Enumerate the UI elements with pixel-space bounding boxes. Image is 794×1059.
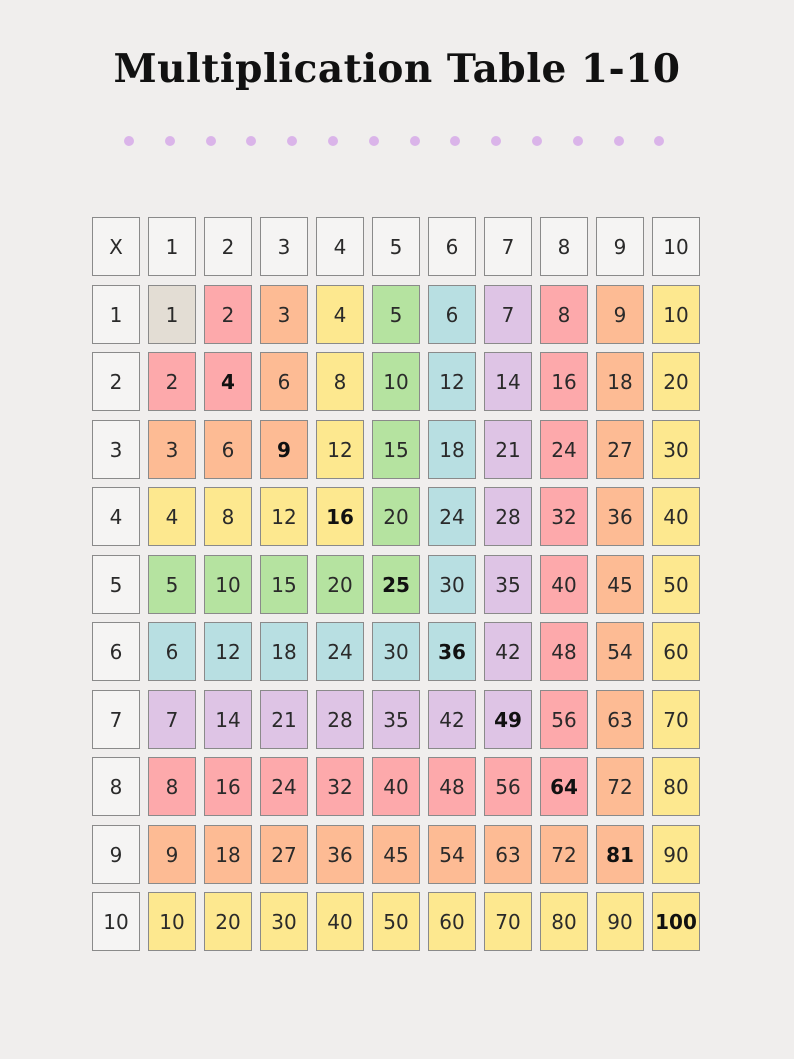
product-cell: 5 <box>372 285 420 344</box>
row-header: 1 <box>92 285 140 344</box>
row-header: 4 <box>92 487 140 546</box>
product-cell: 80 <box>540 892 588 951</box>
product-cell: 32 <box>316 757 364 816</box>
product-cell: 30 <box>260 892 308 951</box>
product-cell: 4 <box>148 487 196 546</box>
product-cell: 90 <box>596 892 644 951</box>
product-cell: 4 <box>316 285 364 344</box>
product-cell: 72 <box>596 757 644 816</box>
product-cell: 35 <box>484 555 532 614</box>
row-header: 6 <box>92 622 140 681</box>
product-cell: 90 <box>652 825 700 884</box>
product-cell: 21 <box>260 690 308 749</box>
product-cell: 18 <box>428 420 476 479</box>
column-header: 4 <box>316 217 364 276</box>
column-header: 2 <box>204 217 252 276</box>
product-cell: 27 <box>596 420 644 479</box>
product-cell: 18 <box>204 825 252 884</box>
column-header: 7 <box>484 217 532 276</box>
product-cell: 48 <box>428 757 476 816</box>
column-header: 5 <box>372 217 420 276</box>
column-header: 10 <box>652 217 700 276</box>
decorative-dot <box>246 136 256 146</box>
product-cell: 56 <box>540 690 588 749</box>
decorative-dot <box>287 136 297 146</box>
product-cell: 1 <box>148 285 196 344</box>
product-cell: 14 <box>204 690 252 749</box>
product-cell: 5 <box>148 555 196 614</box>
product-cell: 81 <box>596 825 644 884</box>
row-header: 8 <box>92 757 140 816</box>
product-cell: 12 <box>260 487 308 546</box>
product-cell: 28 <box>316 690 364 749</box>
product-cell: 40 <box>316 892 364 951</box>
product-cell: 8 <box>540 285 588 344</box>
product-cell: 70 <box>484 892 532 951</box>
product-cell: 20 <box>372 487 420 546</box>
row-header: 10 <box>92 892 140 951</box>
decorative-dot <box>165 136 175 146</box>
product-cell: 54 <box>596 622 644 681</box>
corner-cell: X <box>92 217 140 276</box>
column-header: 8 <box>540 217 588 276</box>
product-cell: 20 <box>204 892 252 951</box>
product-cell: 9 <box>596 285 644 344</box>
column-header: 3 <box>260 217 308 276</box>
product-cell: 12 <box>204 622 252 681</box>
product-cell: 40 <box>652 487 700 546</box>
product-cell: 42 <box>428 690 476 749</box>
row-header: 5 <box>92 555 140 614</box>
product-cell: 50 <box>652 555 700 614</box>
product-cell: 10 <box>148 892 196 951</box>
product-cell: 36 <box>428 622 476 681</box>
product-cell: 6 <box>148 622 196 681</box>
multiplication-grid <box>92 217 702 951</box>
product-cell: 36 <box>316 825 364 884</box>
product-cell: 10 <box>652 285 700 344</box>
product-cell: 42 <box>484 622 532 681</box>
decorative-dot <box>124 136 134 146</box>
product-cell: 16 <box>204 757 252 816</box>
decorative-dot <box>450 136 460 146</box>
product-cell: 80 <box>652 757 700 816</box>
product-cell: 9 <box>148 825 196 884</box>
product-cell: 8 <box>148 757 196 816</box>
product-cell: 48 <box>540 622 588 681</box>
product-cell: 15 <box>260 555 308 614</box>
product-cell: 70 <box>652 690 700 749</box>
product-cell: 3 <box>148 420 196 479</box>
product-cell: 14 <box>484 352 532 411</box>
product-cell: 4 <box>204 352 252 411</box>
product-cell: 3 <box>260 285 308 344</box>
page-title: Multiplication Table 1-10 <box>113 46 681 92</box>
product-cell: 50 <box>372 892 420 951</box>
dot-divider <box>0 136 794 146</box>
product-cell: 2 <box>204 285 252 344</box>
product-cell: 40 <box>540 555 588 614</box>
decorative-dot <box>328 136 338 146</box>
row-header: 9 <box>92 825 140 884</box>
product-cell: 15 <box>372 420 420 479</box>
product-cell: 45 <box>372 825 420 884</box>
product-cell: 7 <box>484 285 532 344</box>
product-cell: 63 <box>484 825 532 884</box>
product-cell: 7 <box>148 690 196 749</box>
product-cell: 6 <box>428 285 476 344</box>
decorative-dot <box>369 136 379 146</box>
product-cell: 32 <box>540 487 588 546</box>
product-cell: 40 <box>372 757 420 816</box>
product-cell: 30 <box>652 420 700 479</box>
row-header: 2 <box>92 352 140 411</box>
product-cell: 72 <box>540 825 588 884</box>
product-cell: 16 <box>540 352 588 411</box>
decorative-dot <box>532 136 542 146</box>
product-cell: 36 <box>596 487 644 546</box>
product-cell: 35 <box>372 690 420 749</box>
product-cell: 100 <box>652 892 700 951</box>
product-cell: 20 <box>316 555 364 614</box>
product-cell: 2 <box>148 352 196 411</box>
product-cell: 30 <box>372 622 420 681</box>
decorative-dot <box>573 136 583 146</box>
decorative-dot <box>491 136 501 146</box>
product-cell: 16 <box>316 487 364 546</box>
decorative-dot <box>206 136 216 146</box>
product-cell: 30 <box>428 555 476 614</box>
product-cell: 63 <box>596 690 644 749</box>
product-cell: 24 <box>316 622 364 681</box>
product-cell: 64 <box>540 757 588 816</box>
product-cell: 6 <box>204 420 252 479</box>
product-cell: 27 <box>260 825 308 884</box>
product-cell: 28 <box>484 487 532 546</box>
product-cell: 24 <box>260 757 308 816</box>
product-cell: 25 <box>372 555 420 614</box>
row-header: 3 <box>92 420 140 479</box>
product-cell: 60 <box>428 892 476 951</box>
column-header: 9 <box>596 217 644 276</box>
product-cell: 45 <box>596 555 644 614</box>
column-header: 1 <box>148 217 196 276</box>
decorative-dot <box>410 136 420 146</box>
product-cell: 12 <box>428 352 476 411</box>
product-cell: 12 <box>316 420 364 479</box>
product-cell: 18 <box>260 622 308 681</box>
product-cell: 10 <box>204 555 252 614</box>
product-cell: 60 <box>652 622 700 681</box>
column-header: 6 <box>428 217 476 276</box>
decorative-dot <box>614 136 624 146</box>
product-cell: 18 <box>596 352 644 411</box>
product-cell: 56 <box>484 757 532 816</box>
product-cell: 21 <box>484 420 532 479</box>
row-header: 7 <box>92 690 140 749</box>
product-cell: 9 <box>260 420 308 479</box>
product-cell: 54 <box>428 825 476 884</box>
product-cell: 8 <box>316 352 364 411</box>
product-cell: 10 <box>372 352 420 411</box>
product-cell: 24 <box>428 487 476 546</box>
product-cell: 8 <box>204 487 252 546</box>
product-cell: 20 <box>652 352 700 411</box>
product-cell: 49 <box>484 690 532 749</box>
product-cell: 24 <box>540 420 588 479</box>
product-cell: 6 <box>260 352 308 411</box>
decorative-dot <box>654 136 664 146</box>
